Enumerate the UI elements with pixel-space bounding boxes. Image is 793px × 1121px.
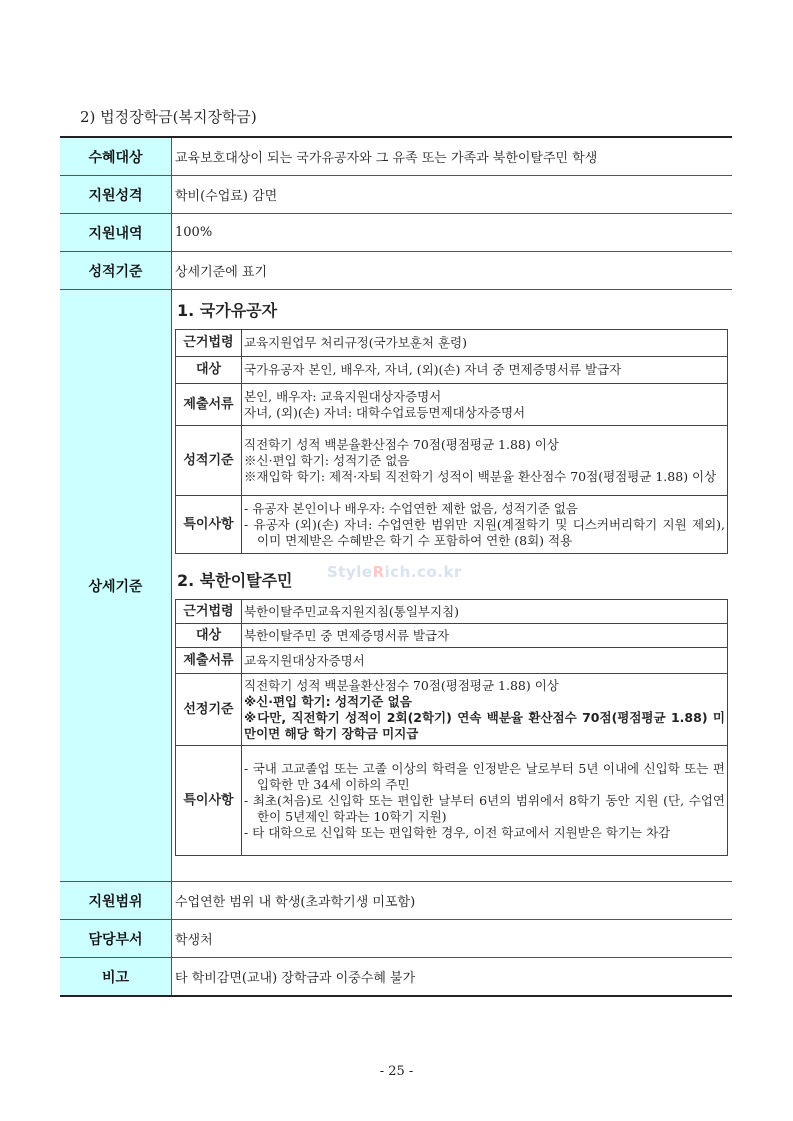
watermark-part: R xyxy=(372,563,385,581)
row-target xyxy=(60,138,732,176)
row-value: 100% xyxy=(175,225,213,240)
veterans-docs-label: 제출서류 xyxy=(176,384,242,426)
grade-line: ※재입학 학기: 제적·자퇴 직전학기 성적이 백분율 환산점수 70점(평점평균 1.88) 이상 xyxy=(244,468,717,484)
row-label: 성적기준 xyxy=(60,252,172,289)
veterans-title: 1. 국가유공자 xyxy=(177,301,278,320)
special-line: - 국내 고교졸업 또는 고졸 이상의 학력을 인정받은 날로부터 5년 이내에 신입학 또는 편입학한 만 34세 이하의 주민 xyxy=(244,760,725,792)
veterans-target-label: 대상 xyxy=(176,357,242,384)
grade-line: ※신·편입 학기: 성적기준 없음 xyxy=(244,452,410,468)
veterans-special-value xyxy=(242,496,728,554)
row-content xyxy=(60,214,732,252)
veterans-table xyxy=(175,329,728,554)
page-number: - 25 - xyxy=(379,1064,414,1079)
row-label: 지원범위 xyxy=(60,882,172,919)
defectors-docs-value: 교육지원대상자증명서 xyxy=(242,648,728,674)
defectors-special-label: 특이사항 xyxy=(176,746,242,856)
row-value: 학비(수업료) 감면 xyxy=(175,189,278,204)
row-dept xyxy=(60,920,732,958)
row-label: 수혜대상 xyxy=(60,138,172,175)
defectors-grade-value xyxy=(242,674,728,746)
row-label: 상세기준 xyxy=(60,290,172,881)
row-nature xyxy=(60,176,732,214)
row-value: 학생처 xyxy=(175,933,213,948)
special-line: - 최초(처음)로 신입학 또는 편입한 날부터 6년의 범위에서 8학기 동안 지원 (단, 수업연한이 5년제인 학과는 10학기 지원) xyxy=(244,792,725,824)
row-scope xyxy=(60,882,732,920)
defectors-basis-value: 북한이탈주민교육지원지침(통일부지침) xyxy=(242,600,728,624)
defectors-target-label: 대상 xyxy=(176,624,242,648)
row-label: 지원내역 xyxy=(60,214,172,251)
defectors-table xyxy=(175,599,728,856)
docs-line: 본인, 배우자: 교육지원대상자증명서 xyxy=(244,388,442,404)
defectors-title: 2. 북한이탈주민 xyxy=(177,571,293,590)
special-line: - 타 대학으로 신입학 또는 편입학한 경우, 이전 학교에서 지원받은 학기는 차감 xyxy=(244,824,671,840)
docs-line: 자녀, (외)(손) 자녀: 대학수업료등면제대상자증명서 xyxy=(244,404,526,420)
defectors-basis-label: 근거법령 xyxy=(176,600,242,624)
veterans-target-value: 국가유공자 본인, 배우자, 자녀, (외)(손) 자녀 중 면제증명서류 발급자 xyxy=(242,357,728,384)
grade-line: 직전학기 성적 백분율환산점수 70점(평점평균 1.88) 이상 xyxy=(244,677,559,693)
special-line: - 유공자 (외)(손) 자녀: 수업연한 범위만 지원(계절학기 및 디스커버리학기 지원 제외), 이미 면제받은 수혜받은 학기 수 포함하여 연한 (8회) 적용 xyxy=(244,516,725,548)
veterans-grade-value xyxy=(242,426,728,496)
veterans-docs-value xyxy=(242,384,728,426)
row-detail xyxy=(60,290,732,882)
row-value: 타 학비감면(교내) 장학금과 이중수혜 불가 xyxy=(175,971,416,986)
watermark-part: ich.co.kr xyxy=(384,563,462,581)
section-title: 2) 법정장학금(복지장학금) xyxy=(80,108,257,126)
special-line: - 유공자 본인이나 배우자: 수업연한 제한 없음, 성적기준 없음 xyxy=(244,500,578,516)
defectors-special-value xyxy=(242,746,728,856)
row-value: 수업연한 범위 내 학생(초과학기생 미포함) xyxy=(175,895,416,910)
row-label: 비고 xyxy=(60,958,172,995)
watermark-part: Style xyxy=(327,563,373,581)
detail-content xyxy=(172,290,733,881)
grade-line: ※신·편입 학기: 성적기준 없음 xyxy=(244,693,412,709)
veterans-special-label: 특이사항 xyxy=(176,496,242,554)
veterans-basis-label: 근거법령 xyxy=(176,330,242,357)
grade-line: 직전학기 성적 백분율환산점수 70점(평점평균 1.88) 이상 xyxy=(244,436,559,452)
row-label: 지원성격 xyxy=(60,176,172,213)
veterans-basis-value: 교육지원업무 처리규정(국가보훈처 훈령) xyxy=(242,330,728,357)
row-value: 교육보호대상이 되는 국가유공자와 그 유족 또는 가족과 북한이탈주민 학생 xyxy=(175,151,598,166)
row-grade xyxy=(60,252,732,290)
defectors-target-value: 북한이탈주민 중 면제증명서류 발급자 xyxy=(242,624,728,648)
row-label: 담당부서 xyxy=(60,920,172,957)
defectors-docs-label: 제출서류 xyxy=(176,648,242,674)
watermark xyxy=(327,563,462,581)
grade-line: ※다만, 직전학기 성적이 2회(2학기) 연속 백분율 환산점수 70점(평점평균 1.88) 미만이면 해당 학기 장학금 미지급 xyxy=(244,709,725,741)
row-value: 상세기준에 표기 xyxy=(175,265,268,280)
row-note xyxy=(60,958,732,995)
veterans-grade-label: 성적기준 xyxy=(176,426,242,496)
defectors-grade-label: 선정기준 xyxy=(176,674,242,746)
